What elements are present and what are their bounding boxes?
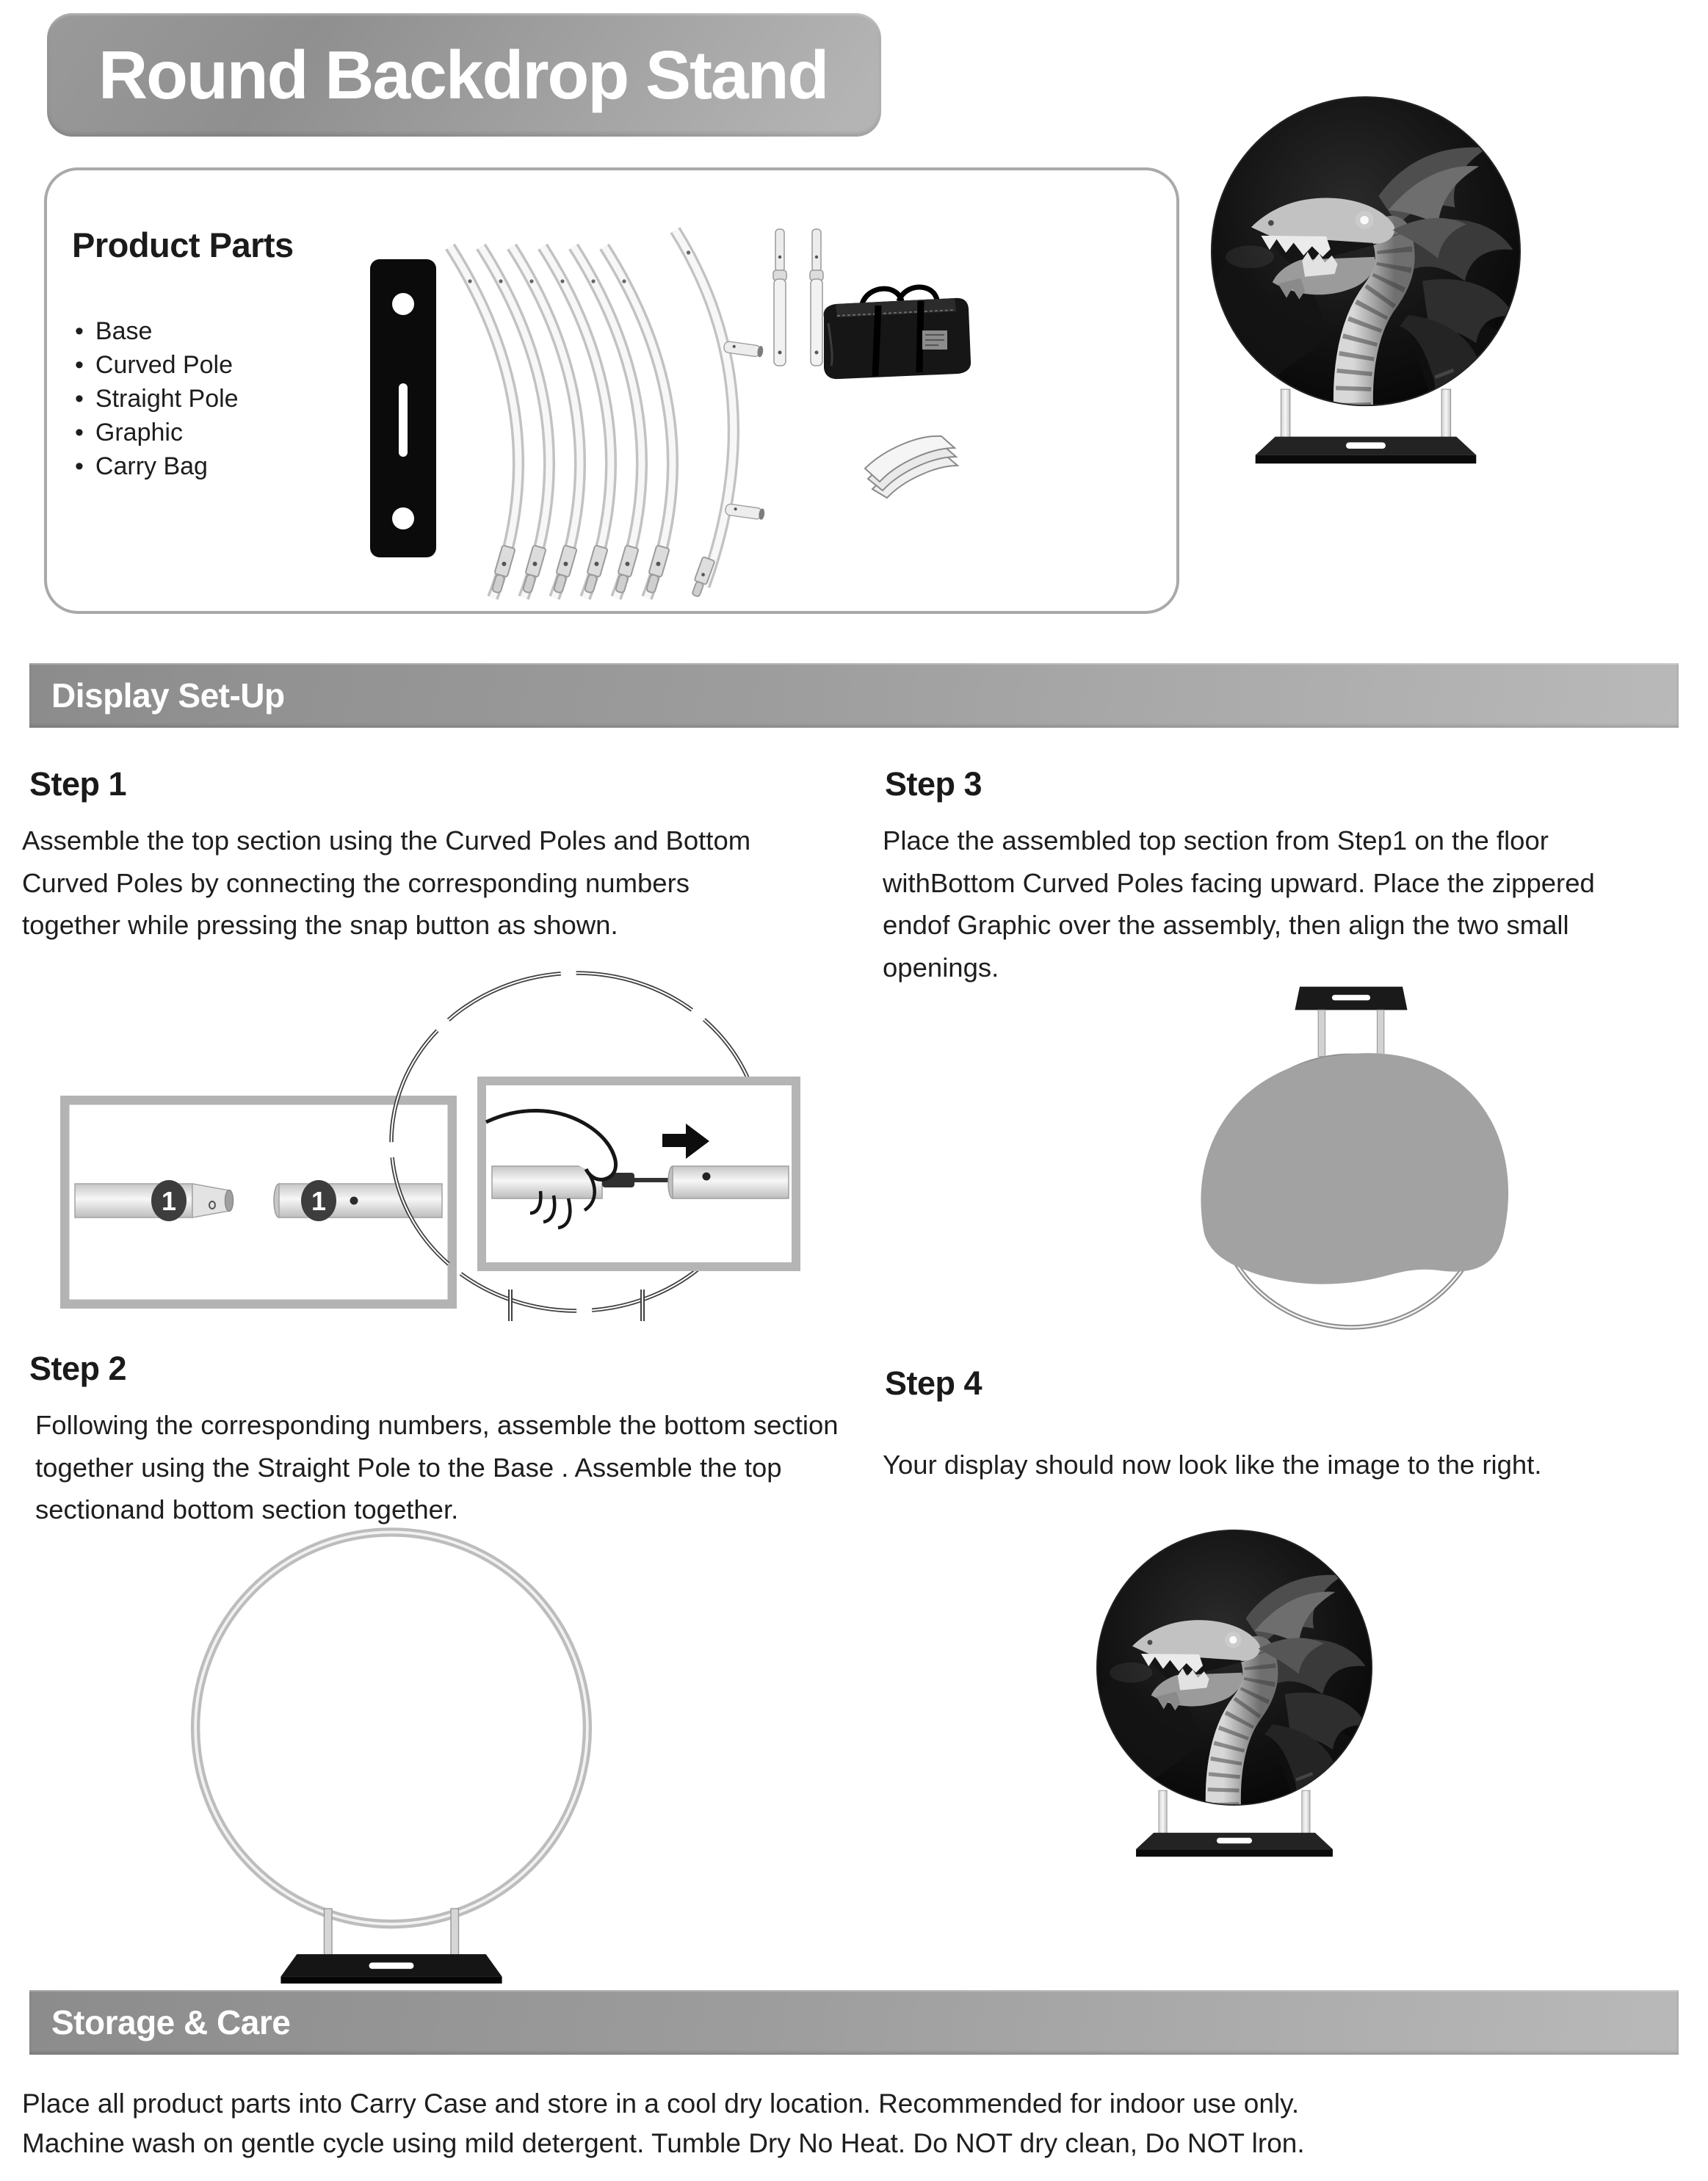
display-setup-banner xyxy=(29,663,1679,728)
carry-bag-illustration xyxy=(811,279,980,386)
list-item xyxy=(75,382,239,416)
storage-care-heading: Storage & Care xyxy=(51,2003,291,2041)
list-item xyxy=(75,348,239,382)
bullet-icon: • xyxy=(75,419,84,446)
part-name: Straight Pole xyxy=(95,385,239,413)
bullet-icon: • xyxy=(75,385,84,413)
finished-display-photo xyxy=(1096,1529,1373,1863)
page-title: Round Backdrop Stand xyxy=(98,36,828,113)
display-setup-heading: Display Set-Up xyxy=(51,676,285,715)
product-parts-panel xyxy=(44,167,1179,614)
storage-care-banner xyxy=(29,1990,1679,2055)
pole-stub xyxy=(725,504,765,521)
list-item xyxy=(75,449,239,483)
list-item xyxy=(75,416,239,449)
part-name: Curved Pole xyxy=(95,351,234,379)
assembled-frame-illustration xyxy=(167,1522,615,1987)
part-name: Carry Bag xyxy=(95,452,208,480)
pole-number-label: 1 xyxy=(311,1186,327,1216)
graphic-over-frame-illustration xyxy=(1146,983,1557,1332)
assembled-display-photo xyxy=(1210,95,1521,471)
step3-text: Place the assembled top section from Step1 on the floor withBottom Curved Poles facing upward. Place the zippered endof Graphic over the assembly, then align the two small openings. xyxy=(883,825,1595,983)
step4-heading: Step 4 xyxy=(885,1364,983,1402)
step2-text: Following the corresponding numbers, assemble the bottom section together using the Straight Pole to the Base . Assemble the top sectionand bottom section together. xyxy=(35,1410,839,1525)
pole-number-label: 1 xyxy=(161,1186,177,1216)
draped-graphic-shape xyxy=(1201,1053,1508,1284)
bullet-icon: • xyxy=(75,317,84,345)
step3-heading: Step 3 xyxy=(885,765,983,803)
bullet-icon: • xyxy=(75,351,84,379)
list-item xyxy=(75,314,239,348)
page-title-banner xyxy=(47,13,881,137)
step1-text: Assemble the top section using the Curved Poles and Bottom Curved Poles by connecting the corresponding numbers together while pressing the snap button as shown. xyxy=(22,825,751,941)
part-name: Graphic xyxy=(95,419,183,446)
storage-care-text xyxy=(22,2084,1686,2164)
folded-graphic-illustration xyxy=(855,420,965,501)
step1-heading: Step 1 xyxy=(29,765,127,803)
product-parts-heading: Product Parts xyxy=(72,225,294,264)
part-name: Base xyxy=(95,317,153,345)
storage-care-line: Place all product parts into Carry Case and store in a cool dry location. Recommended for indoor use only. xyxy=(22,2088,1300,2119)
bottom-curved-pole-illustration xyxy=(634,222,775,604)
bullet-icon: • xyxy=(75,452,84,480)
product-parts-list xyxy=(75,314,239,483)
base-plate-illustration xyxy=(368,257,438,560)
top-section-assembly-illustration xyxy=(367,968,852,1324)
storage-care-line: Machine wash on gentle cycle using mild detergent. Tumble Dry No Heat. Do NOT dry clean, Do NOT lron. xyxy=(22,2128,1305,2159)
snap-button-inset xyxy=(482,1081,796,1267)
step4-text: Your display should now look like the image to the right. xyxy=(883,1450,1542,1480)
step2-heading: Step 2 xyxy=(29,1350,127,1387)
